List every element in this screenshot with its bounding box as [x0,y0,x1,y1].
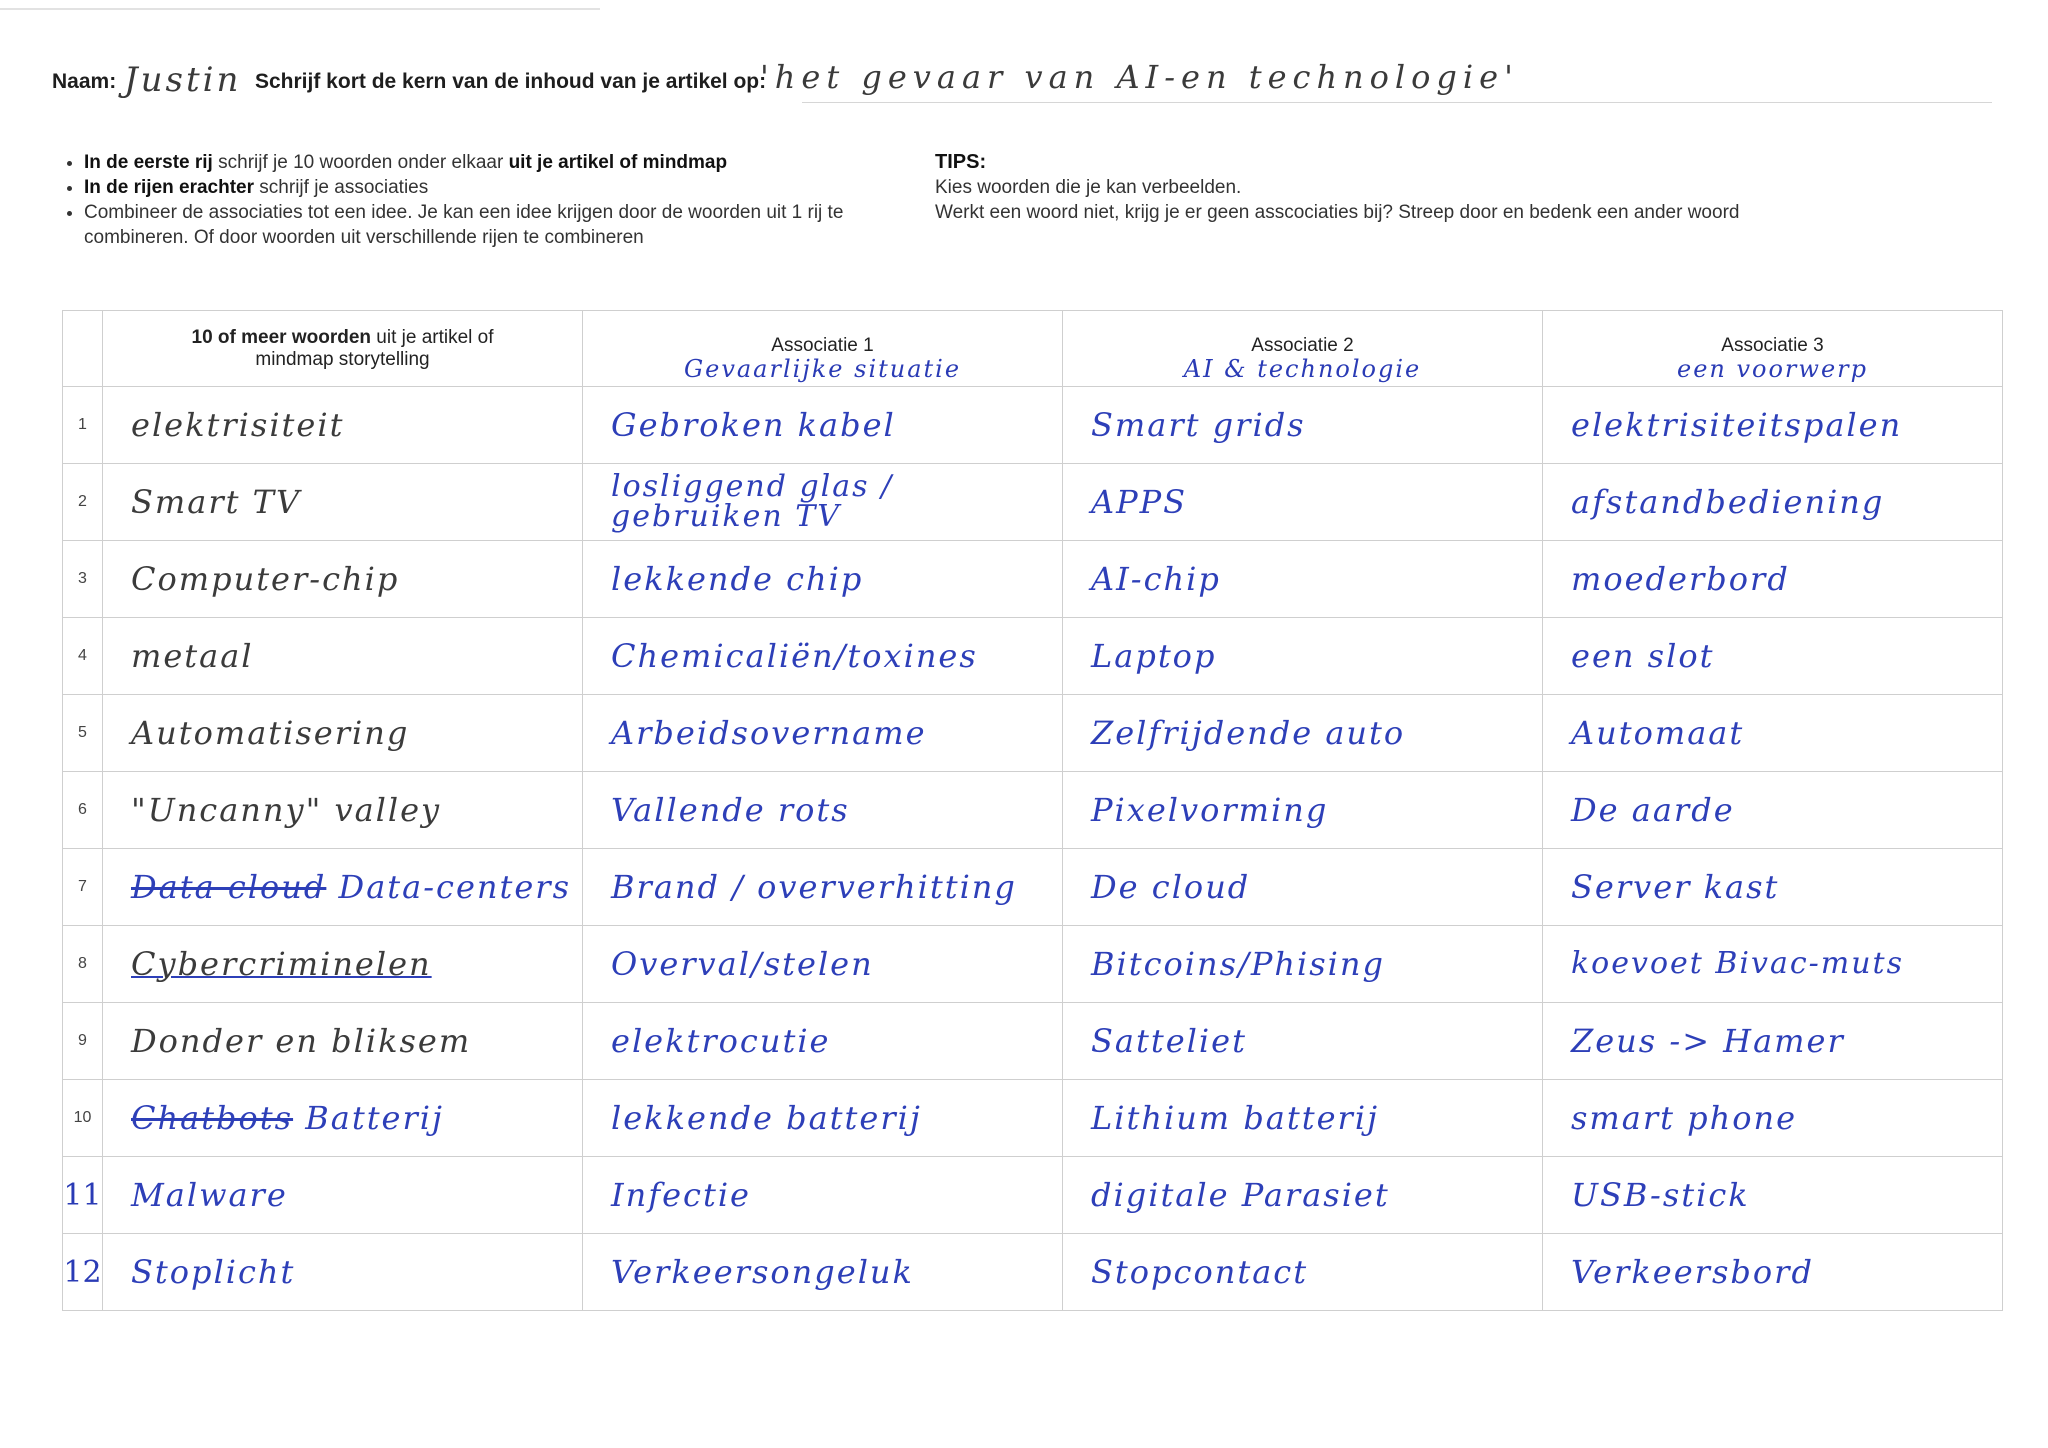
prompt-line [802,102,1992,103]
row-number: 5 [63,695,103,772]
table-row [63,1003,2003,1080]
association-table [62,310,2003,1311]
row-number: 7 [63,849,103,926]
table-row [63,618,2003,695]
assoc1-cell: lekkende batterij [583,1080,1063,1157]
table-row [63,1234,2003,1311]
underlined-word: Cybercriminelen [131,945,432,983]
row-number: 11 [63,1157,103,1234]
word-cell: Malware [103,1157,583,1234]
assoc1-cell: losliggend glas / gebruiken TV [583,464,1063,541]
instructions [52,150,912,250]
row-number: 6 [63,772,103,849]
struck-word: Data cloud [131,868,327,906]
word-cell: metaal [103,618,583,695]
table-row [63,464,2003,541]
row-number: 4 [63,618,103,695]
row-number: 1 [63,387,103,464]
word-cell [103,1080,583,1157]
assoc3-cell: De aarde [1543,772,2003,849]
assoc2-cell: Stopcontact [1063,1234,1543,1311]
table-row [63,695,2003,772]
instruction-item: • Combineer de associaties tot een idee. Je kan een idee krijgen door de woorden uit 1 rij te combineren. Of door woorden uit verschillende rijen te combineren [84,200,912,250]
assoc3-cell: een slot [1543,618,2003,695]
table-row [63,772,2003,849]
row-number: 10 [63,1080,103,1157]
assoc3-cell: afstandbediening [1543,464,2003,541]
assoc2-cell: Satteliet [1063,1003,1543,1080]
table-row [63,387,2003,464]
prompt-value: 'het gevaar van AI-en technologie' [760,58,1519,96]
replacement-word: Data-centers [338,868,571,906]
num-header [63,311,103,387]
tips [935,150,1935,225]
row-number: 2 [63,464,103,541]
word-cell: Smart TV [103,464,583,541]
assoc2-cell: Lithium batterij [1063,1080,1543,1157]
assoc2-cell: Bitcoins/Phising [1063,926,1543,1003]
name-label: Naam: [52,70,117,93]
assoc1-cell: Arbeidsovername [583,695,1063,772]
assoc3-header: Associatie 3 een voorwerp [1543,311,2003,387]
assoc1-cell: Brand / oververhitting [583,849,1063,926]
assoc1-header: Associatie 1 Gevaarlijke situatie [583,311,1063,387]
assoc3-cell: USB-stick [1543,1157,2003,1234]
tips-title: TIPS: [935,151,987,173]
assoc1-cell: lekkende chip [583,541,1063,618]
word-cell: Donder en bliksem [103,1003,583,1080]
assoc2-cell: APPS [1063,464,1543,541]
table-header-row [63,311,2003,387]
assoc3-cell: koevoet Bivac-muts [1543,926,2003,1003]
row-number: 8 [63,926,103,1003]
assoc3-cell: Server kast [1543,849,2003,926]
word-cell: Computer-chip [103,541,583,618]
assoc3-cell: smart phone [1543,1080,2003,1157]
word-cell: elektrisiteit [103,387,583,464]
table-row [63,1080,2003,1157]
assoc3-cell: Verkeersbord [1543,1234,2003,1311]
row-number: 12 [63,1234,103,1311]
words-header: 10 of meer woorden uit je artikel of mindmap storytelling [103,311,583,387]
table-row [63,1157,2003,1234]
assoc1-cell: Infectie [583,1157,1063,1234]
word-cell: Stoplicht [103,1234,583,1311]
tips-line: Werkt een woord niet, krijg je er geen asscociaties bij? Streep door en bedenk een ander woord [935,202,1740,223]
word-cell [103,926,583,1003]
assoc2-cell: Zelfrijdende auto [1063,695,1543,772]
assoc3-cell: Automaat [1543,695,2003,772]
prompt-label: Schrijf kort de kern van de inhoud van je artikel op: [255,70,767,93]
assoc3-cell: Zeus -> Hamer [1543,1003,2003,1080]
word-cell [103,849,583,926]
word-cell: Automatisering [103,695,583,772]
row-number: 3 [63,541,103,618]
tips-line: Kies woorden die je kan verbeelden. [935,177,1242,198]
table-row [63,541,2003,618]
assoc1-cell: Chemicaliën/toxines [583,618,1063,695]
assoc2-header: Associatie 2 AI & technologie [1063,311,1543,387]
replacement-word: Batterij [305,1099,444,1137]
table-row [63,849,2003,926]
assoc1-cell: Gebroken kabel [583,387,1063,464]
assoc1-cell: Overval/stelen [583,926,1063,1003]
assoc2-cell: Pixelvorming [1063,772,1543,849]
assoc1-cell: Vallende rots [583,772,1063,849]
assoc2-cell: De cloud [1063,849,1543,926]
instruction-item: • In de rijen erachter schrijf je associaties [84,175,912,200]
top-rule [0,8,600,10]
struck-word: Chatbots [131,1099,294,1137]
assoc3-cell: elektrisiteitspalen [1543,387,2003,464]
instruction-item: • In de eerste rij schrijf je 10 woorden onder elkaar uit je artikel of mindmap [84,150,912,175]
assoc1-cell: Verkeersongeluk [583,1234,1063,1311]
worksheet-header [52,56,1992,106]
table-row [63,926,2003,1003]
assoc2-cell: Laptop [1063,618,1543,695]
assoc2-cell: AI-chip [1063,541,1543,618]
name-value: Justin [124,60,242,100]
word-cell: "Uncanny" valley [103,772,583,849]
assoc2-cell: digitale Parasiet [1063,1157,1543,1234]
assoc1-cell: elektrocutie [583,1003,1063,1080]
assoc3-cell: moederbord [1543,541,2003,618]
row-number: 9 [63,1003,103,1080]
assoc2-cell: Smart grids [1063,387,1543,464]
